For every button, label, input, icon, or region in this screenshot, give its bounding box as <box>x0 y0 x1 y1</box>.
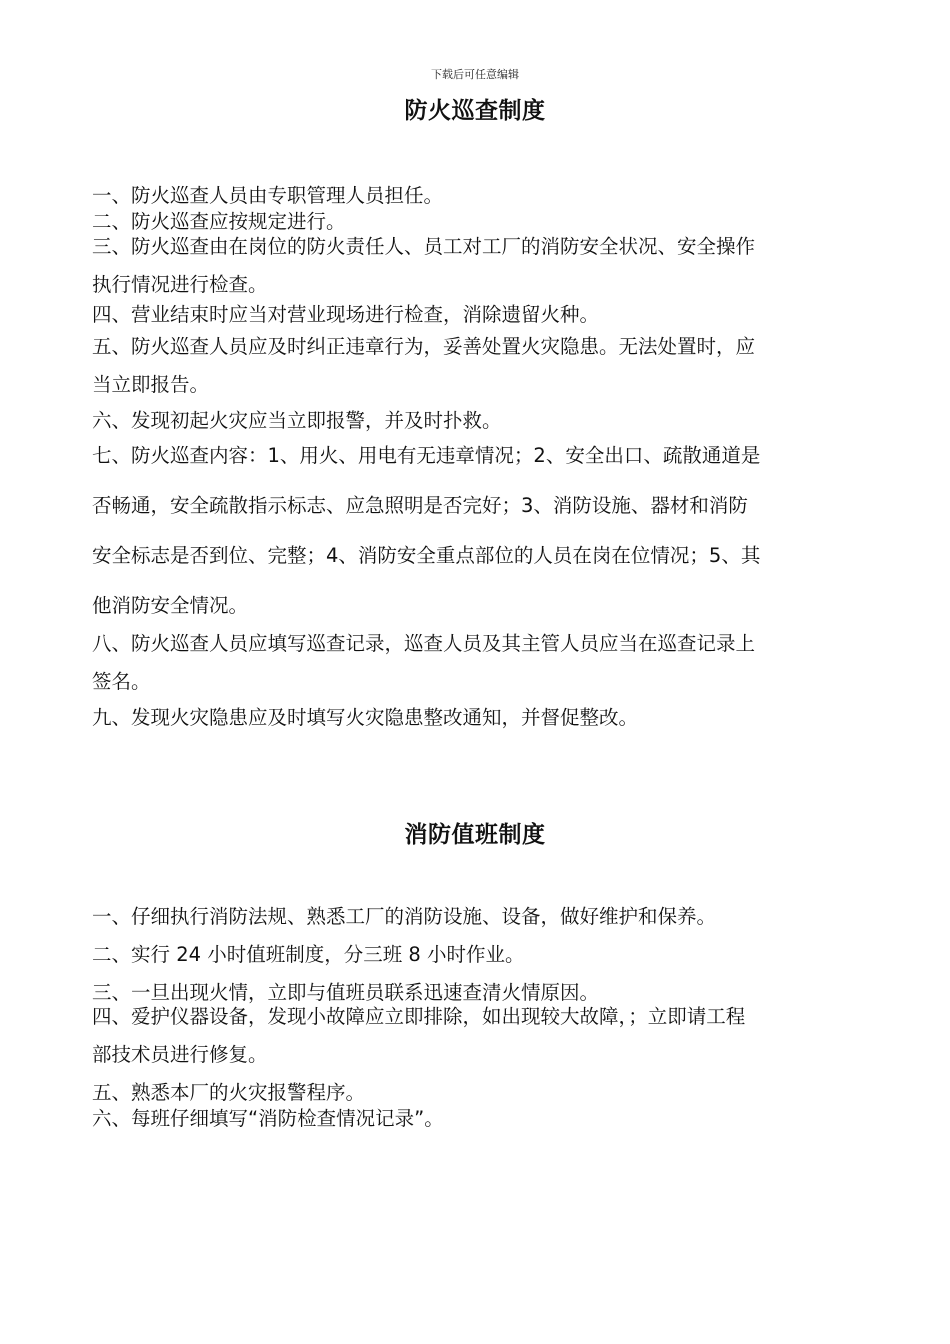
item-line: 四、营业结束时应当对营业现场进行检查，消除遗留火种。 <box>92 303 600 326</box>
item-line: 七、防火巡查内容：1、用火、用电有无违章情况；2、安全出口、疏散通道是 <box>92 444 761 467</box>
item-line: 他消防安全情况。 <box>92 594 249 617</box>
item-line: 二、实行 24 小时值班制度，分三班 8 小时作业。 <box>92 943 525 966</box>
item-line: 五、防火巡查人员应及时纠正违章行为，妥善处置火灾隐患。无法处置时，应 <box>92 335 756 358</box>
header-note: 下载后可任意编辑 <box>431 68 519 81</box>
list-item <box>92 328 862 404</box>
item-line: 执行情况进行检查。 <box>92 273 268 296</box>
list-item <box>92 1080 862 1132</box>
list-item <box>92 302 862 328</box>
item-line: 否畅通，安全疏散指示标志、应急照明是否完好；3、消防设施、器材和消防 <box>92 494 748 517</box>
item-line: 八、防火巡查人员应填写巡查记录，巡查人员及其主管人员应当在巡查记录上 <box>92 632 756 655</box>
item-line: 二、防火巡查应按规定进行。 <box>92 210 346 233</box>
section-title-fire-duty: 消防值班制度 <box>404 822 546 848</box>
section-title-fire-patrol: 防火巡查制度 <box>404 98 546 124</box>
list-item <box>92 998 862 1074</box>
list-item <box>92 699 862 737</box>
list-item <box>92 625 862 701</box>
item-line: 四、爱护仪器设备，发现小故障应立即排除，如出现较大故障，；立即请工程 <box>92 1005 746 1028</box>
item-line: 六、发现初起火灾应当立即报警，并及时扑救。 <box>92 409 502 432</box>
list-item <box>92 228 862 304</box>
item-line: 部技术员进行修复。 <box>92 1043 268 1066</box>
item-line: 五、熟悉本厂的火灾报警程序。 <box>92 1081 366 1104</box>
item-line: 签名。 <box>92 670 151 693</box>
item-line: 当立即报告。 <box>92 373 210 396</box>
list-item <box>92 437 862 637</box>
item-line: 一、防火巡查人员由专职管理人员担任。 <box>92 184 444 207</box>
item-line: 三、防火巡查由在岗位的防火责任人、员工对工厂的消防安全状况、安全操作 <box>92 235 756 258</box>
item-line: 安全标志是否到位、完整；4、消防安全重点部位的人员在岗在位情况；5、其 <box>92 544 761 567</box>
list-item <box>92 936 862 974</box>
item-line: 九、发现火灾隐患应及时填写火灾隐患整改通知，并督促整改。 <box>92 706 639 729</box>
item-line: 三、一旦出现火情，立即与值班员联系迅速查清火情原因。 <box>92 981 600 1004</box>
item-line: 六、每班仔细填写“消防检查情况记录”。 <box>92 1107 444 1130</box>
item-line: 一、仔细执行消防法规、熟悉工厂的消防设施、设备，做好维护和保养。 <box>92 905 717 928</box>
list-item <box>92 402 862 440</box>
list-item <box>92 898 862 936</box>
